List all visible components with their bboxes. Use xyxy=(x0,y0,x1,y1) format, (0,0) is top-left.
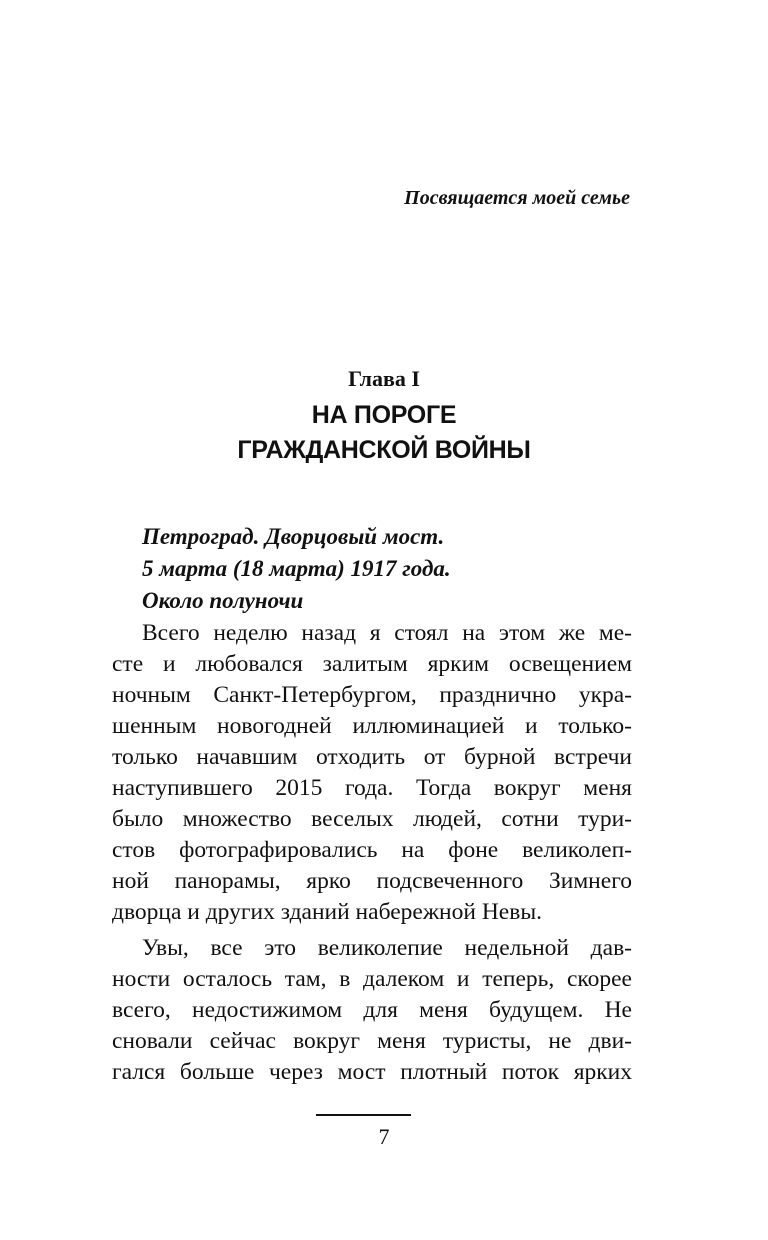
body-line: сновали сейчас вокруг меня туристы, не дви- xyxy=(112,1028,632,1054)
body-line: гался больше через мост плотный поток ярких xyxy=(112,1059,632,1085)
chapter-title-line-1: НА ПОРОГЕ xyxy=(311,401,457,429)
body-line: сте и любовался залитым ярким освещением xyxy=(112,651,632,677)
body-line: ночным Санкт-Петербургом, празднично укра- xyxy=(112,682,632,708)
body-line: стов фотографировались на фоне великолеп- xyxy=(112,837,632,863)
chapter-label: Глава I xyxy=(348,366,420,391)
body-line: только начавшим отходить от бурной встречи xyxy=(112,744,632,770)
body-line: Увы, все это великолепие недельной дав- xyxy=(142,935,632,961)
chapter-title-line-2: ГРАЖДАНСКОЙ ВОЙНЫ xyxy=(237,436,531,464)
page-number: 7 xyxy=(378,1124,390,1149)
body-line: ной панорамы, ярко подсвеченного Зимнего xyxy=(112,868,632,894)
footer-rule xyxy=(316,1114,411,1116)
body-line: наступившего 2015 года. Тогда вокруг меня xyxy=(112,775,632,801)
subheading-line-2: 5 марта (18 марта) 1917 года. xyxy=(142,556,451,581)
body-line: Всего неделю назад я стоял на этом же ме- xyxy=(142,620,632,646)
body-line: шенным новогодней иллюминацией и только- xyxy=(112,713,632,739)
dedication: Посвящается моей семье xyxy=(404,187,630,209)
body-line: ности осталось там, в далеком и теперь, скорее xyxy=(112,966,632,992)
subheading-line-1: Петроград. Дворцовый мост. xyxy=(142,524,445,549)
body-line: всего, недостижимом для меня будущем. Не xyxy=(112,997,632,1023)
body-line: было множество веселых людей, сотни тури- xyxy=(112,806,632,832)
body-line: дворца и других зданий набережной Невы. xyxy=(112,899,542,925)
subheading-line-3: Около полуночи xyxy=(142,588,304,613)
